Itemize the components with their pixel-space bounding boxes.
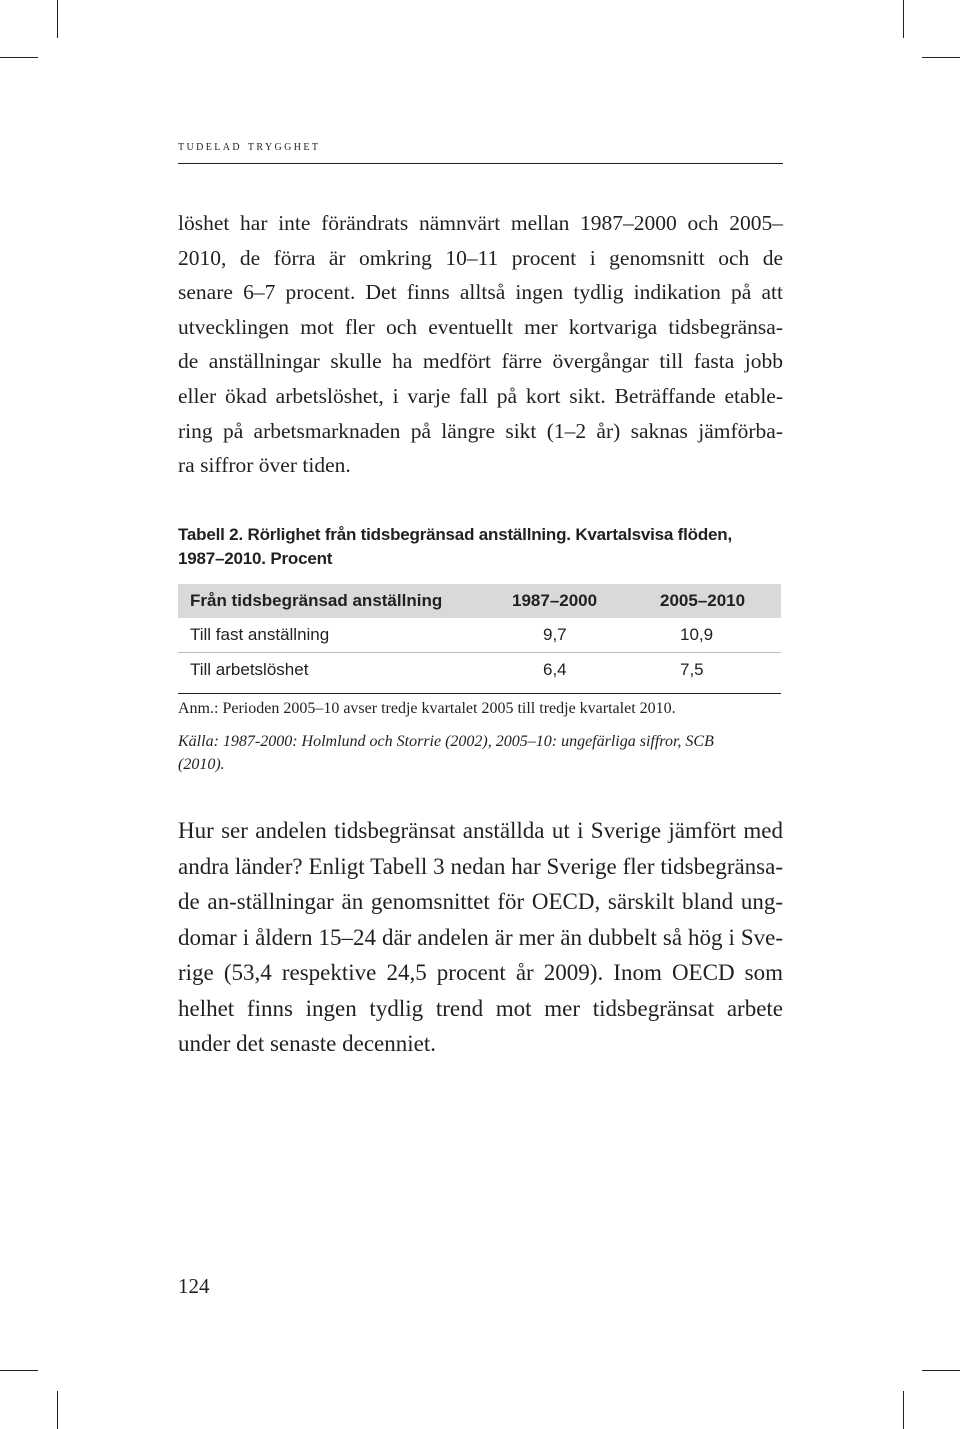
running-head: tudelad trygghet: [178, 139, 321, 154]
crop-mark-top-right: [903, 0, 904, 38]
table-cell: Till fast anställning: [190, 625, 330, 644]
table-cell: 9,7: [543, 625, 567, 644]
source-line: (2010).: [178, 756, 225, 773]
paragraph-line: utvecklingen mot fler och eventuellt mer kortvariga tidsbegränsa-: [178, 314, 783, 339]
paragraph-line: löshet har inte förändrats nämnvärt mellan 1987–2000 och 2005–: [178, 211, 783, 235]
crop-mark-bottom-right: [903, 1391, 904, 1429]
table-row: [178, 653, 781, 687]
source-line: Källa: 1987-2000: Holmlund och Storrie (2002), 2005–10: ungefärliga siffror, SCB: [178, 733, 714, 750]
table-header-cell: Från tidsbegränsad anställning: [190, 591, 443, 610]
paragraph-line: de anställningar skulle ha medfört färre övergångar till fasta jobb: [178, 349, 783, 374]
table-note: Anm.: Perioden 2005–10 avser tredje kvartalet 2005 till tredje kvartalet 2010.: [178, 700, 676, 717]
crop-mark-top-left: [57, 0, 58, 38]
paragraph-line: domar i åldern 15–24 där andelen är mer än dubbelt så hög i Sve-: [178, 924, 783, 950]
table-cell: Till arbetslöshet: [190, 660, 309, 679]
crop-mark-left-upper: [0, 57, 38, 58]
body-paragraph-2: [178, 813, 783, 1062]
paragraph-line: 2010, de förra är omkring 10–11 procent i genomsnitt och de: [178, 245, 783, 270]
table-bottom-rule: [178, 693, 781, 694]
page-number: 124: [178, 1274, 210, 1298]
paragraph-line: senare 6–7 procent. Det finns alltså ingen tydlig indikation på att: [178, 280, 783, 305]
table-header-cell: 1987–2000: [512, 591, 598, 610]
paragraph-line: andra länder? Enligt Tabell 3 nedan har Sverige fler tidsbegränsa-: [178, 853, 783, 879]
table-header-cell: 2005–2010: [660, 591, 746, 610]
table-caption: [178, 523, 783, 571]
caption-line: Tabell 2. Rörlighet från tidsbegränsad anställning. Kvartalsvisa flöden,: [178, 525, 732, 544]
paragraph-line: helhet finns ingen tydlig trend mot mer tidsbegränsat arbete: [178, 995, 783, 1021]
crop-mark-right-lower: [922, 1370, 960, 1371]
table-source: [178, 730, 783, 776]
running-head-rule: [178, 163, 783, 164]
mobility-table: [178, 584, 781, 694]
body-paragraph-1: [178, 206, 783, 483]
table-row: [178, 618, 781, 652]
crop-mark-left-lower: [0, 1370, 38, 1371]
paragraph-line: rige (53,4 respektive 24,5 procent år 2009). Inom OECD som: [178, 960, 783, 985]
caption-line: 1987–2010. Procent: [178, 549, 333, 568]
table-cell: 6,4: [543, 660, 567, 679]
paragraph-line: de an-ställningar än genomsnittet för OECD, särskilt bland ung-: [178, 889, 783, 914]
paragraph-line: ring på arbetsmarknaden på längre sikt (1–2 år) saknas jämförba-: [178, 418, 783, 443]
paragraph-line: under det senaste decenniet.: [178, 1031, 436, 1056]
paragraph-line: eller ökad arbetslöshet, i varje fall på kort sikt. Beträffande etable-: [178, 383, 783, 408]
paragraph-line: Hur ser andelen tidsbegränsat anställda ut i Sverige jämfört med: [178, 818, 783, 843]
crop-mark-right-upper: [922, 57, 960, 58]
paragraph-line: ra siffror över tiden.: [178, 453, 351, 478]
table-cell: 10,9: [680, 625, 714, 644]
table-header-row: [178, 584, 781, 618]
table-cell: 7,5: [680, 660, 704, 679]
crop-mark-bottom-left: [57, 1391, 58, 1429]
